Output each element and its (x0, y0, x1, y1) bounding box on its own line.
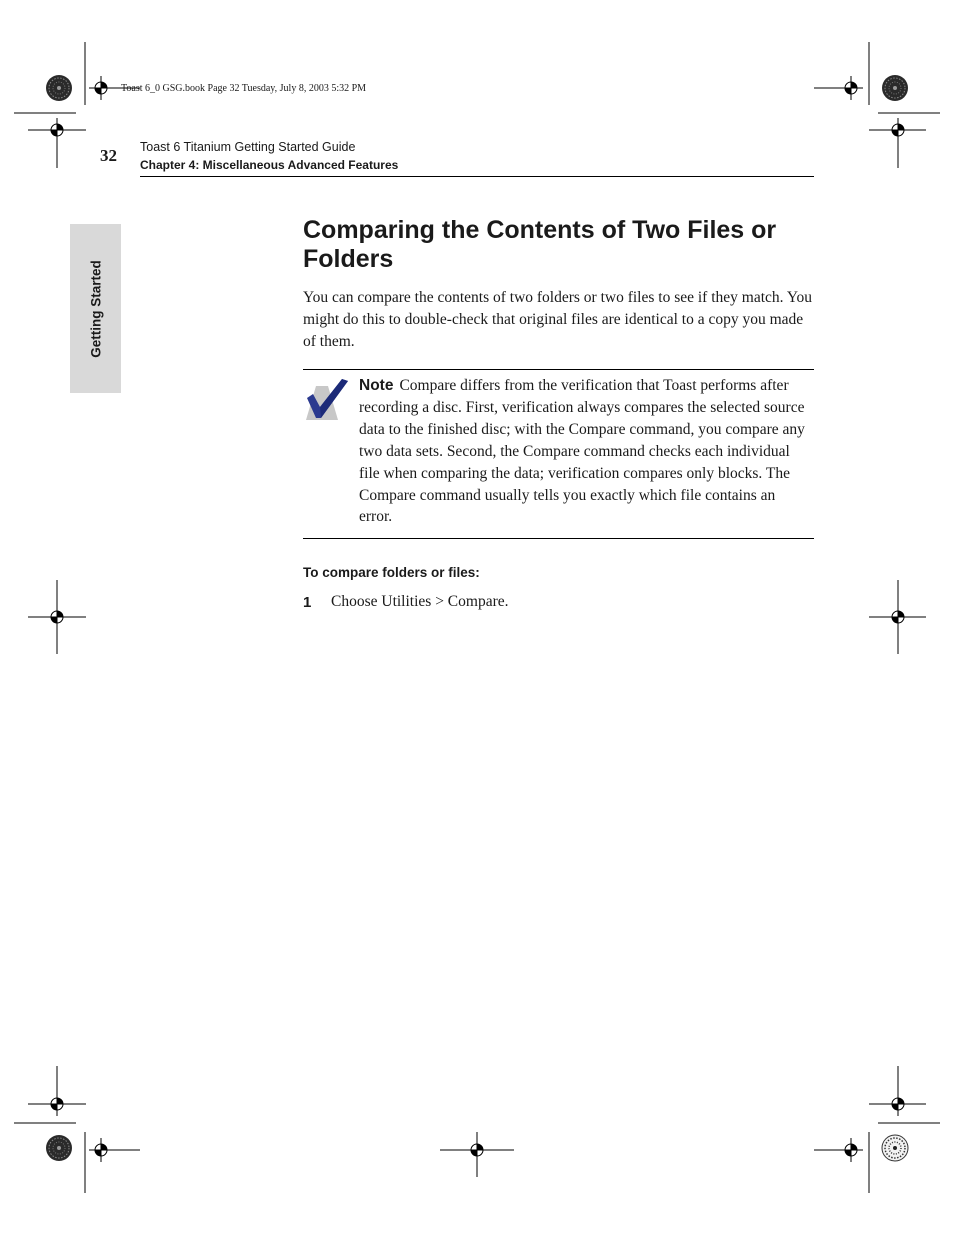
guide-title: Toast 6 Titanium Getting Started Guide (140, 140, 356, 154)
note-text: Compare differs from the verification that Toast performs after recording a disc. First, verification always compares the selected source data to the finished disc; with the Compare command, you compare any two data sets. Second, the Compare command checks each individual file when comparing the data; verification compares only blocks. The Compare command usually tells you exactly which file contains an error. (359, 377, 805, 526)
checkmark-icon (304, 376, 350, 422)
chapter-title: Chapter 4: Miscellaneous Advanced Features (140, 158, 399, 172)
step-text: Choose Utilities > Compare. (331, 593, 509, 610)
step-number: 1 (303, 594, 312, 611)
header-divider (140, 176, 814, 177)
side-tab (70, 224, 121, 393)
intro-paragraph: You can compare the contents of two folders or two files to see if they match. You might do this to double-check that original files are identical to a copy you made of them. (303, 289, 812, 350)
note-block (359, 375, 811, 528)
slug-line: Toast 6_0 GSG.book Page 32 Tuesday, July 8, 2003 5:32 PM (121, 83, 367, 94)
note-top-divider (303, 369, 814, 370)
note-label: Note (359, 377, 394, 394)
section-heading: Comparing the Contents of Two Files or Folders (303, 216, 777, 273)
procedure-heading: To compare folders or files: (303, 565, 480, 580)
page-number: 32 (100, 146, 117, 165)
side-tab-label: Getting Started (88, 259, 103, 358)
note-bottom-divider (303, 538, 814, 539)
